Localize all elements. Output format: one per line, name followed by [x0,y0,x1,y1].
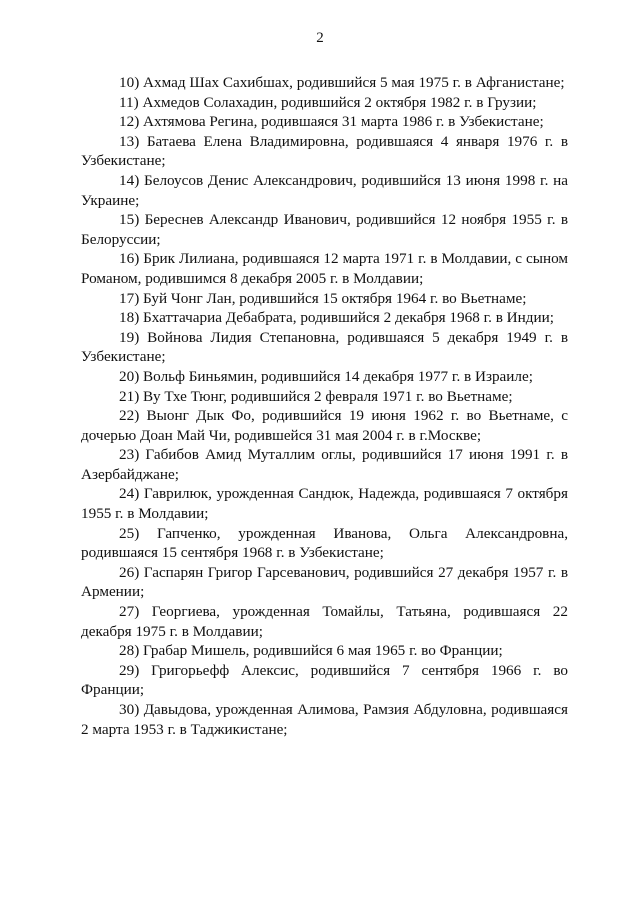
list-item: 26) Гаспарян Григор Гарсеванович, родившийся 27 декабря 1957 г. в Армении; [81,563,568,601]
list-item: 29) Григорьефф Алексис, родившийся 7 сентября 1966 г. во Франции; [81,661,568,699]
list-item: 17) Буй Чонг Лан, родившийся 15 октября 1964 г. во Вьетнаме; [119,289,527,307]
list-item: 14) Белоусов Денис Александрович, родившийся 13 июня 1998 г. на Украине; [81,171,568,209]
list-item: 23) Габибов Амид Муталлим оглы, родившийся 17 июня 1991 г. в Азербайджане; [81,446,568,483]
list-item: 19) Войнова Лидия Степановна, родившаяся 5 декабря 1949 г. в Узбекистане; [81,328,568,366]
list-item: 18) Бхаттачариа Дебабрата, родившийся 2 декабря 1968 г. в Индии; [119,309,554,327]
list-item: 30) Давыдова, урожденная Алимова, Рамзия Абдуловна, родившаяся 2 марта 1953 г. в Таджикистане; [81,701,568,738]
list-item: 22) Выонг Дык Фо, родившийся 19 июня 1962 г. во Вьетнаме, с дочерью Доан Май Чи, родившейся 31 мая 2004 г. в г.Москве; [81,407,568,444]
list-item: 21) Ву Тхе Тюнг, родившийся 2 февраля 1971 г. во Вьетнаме; [119,387,513,405]
list-item: 12) Ахтямова Регина, родившаяся 31 марта 1986 г. в Узбекистане; [119,113,544,131]
list-item: 13) Батаева Елена Владимировна, родившаяся 4 января 1976 г. в Узбекистане; [81,132,568,170]
list-item: 27) Георгиева, урожденная Томайлы, Татьяна, родившаяся 22 декабря 1975 г. в Молдавии; [81,603,568,640]
list-item: 16) Брик Лилиана, родившаяся 12 марта 1971 г. в Молдавии, с сыном Романом, родившимся 8 декабря 2005 г. в Молдавии; [81,250,568,287]
entries-list [81,73,568,739]
list-item: 25) Гапченко, урожденная Иванова, Ольга Александровна, родившаяся 15 сентября 1968 г. в Узбекистане; [81,524,568,562]
list-item: 24) Гаврилюк, урожденная Сандюк, Надежда, родившаяся 7 октября 1955 г. в Молдавии; [81,485,568,523]
list-item: 11) Ахмедов Солахадин, родившийся 2 октября 1982 г. в Грузии; [119,93,537,111]
list-item: 20) Вольф Биньямин, родившийся 14 декабря 1977 г. в Израиле; [119,367,533,385]
list-item: 28) Грабар Мишель, родившийся 6 мая 1965 г. во Франции; [119,642,503,660]
list-item: 10) Ахмад Шах Сахибшах, родившийся 5 мая 1975 г. в Афганистане; [119,74,565,91]
page-number: 2 [316,30,324,46]
list-item: 15) Береснев Александр Иванович, родившийся 12 ноября 1955 г. в Белоруссии; [81,211,568,248]
